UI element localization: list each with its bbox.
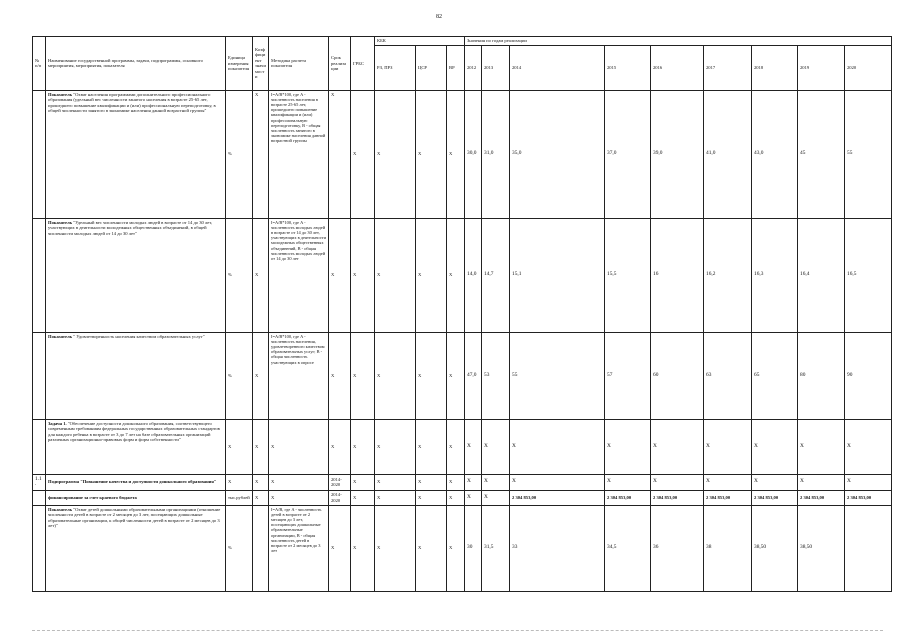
row-value: X	[510, 474, 605, 490]
row-value: 39,0	[651, 90, 704, 218]
row-csr: X	[416, 332, 447, 419]
row-value: X	[465, 474, 482, 490]
row-unit: X	[226, 474, 253, 490]
header-year: 2015	[605, 45, 651, 90]
row-value: 2 304 853,00	[510, 490, 605, 505]
row-unit: %	[226, 505, 253, 591]
row-num: 1.1.	[33, 474, 46, 490]
row-value: 31,0	[482, 90, 510, 218]
header-year: 2012	[465, 45, 482, 90]
row-num	[33, 490, 46, 505]
row-name	[46, 218, 226, 332]
row-coef	[253, 505, 269, 591]
row-num	[33, 419, 46, 474]
row-value: 33	[510, 505, 605, 591]
row-value: 14,7	[482, 218, 510, 332]
row-value: 57	[605, 332, 651, 419]
row-value: 30,0	[465, 90, 482, 218]
row-rz: X	[375, 474, 416, 490]
row-vr: X	[447, 490, 465, 505]
row-value: 15,5	[605, 218, 651, 332]
row-value: 63	[704, 332, 752, 419]
row-grbs: X	[351, 490, 375, 505]
row-value: X	[845, 474, 892, 490]
row-value: 90	[845, 332, 892, 419]
row-name-label: Показатель	[48, 91, 73, 97]
table-row	[33, 332, 892, 419]
table-row	[33, 419, 892, 474]
header-year: 2019	[798, 45, 845, 90]
header-coef: Коэффициент значимости	[253, 37, 269, 91]
row-name-label: Показатель	[48, 506, 73, 512]
row-num	[33, 505, 46, 591]
row-name-text: "Удельный вес численности молодых людей в возрасте от 14 до 30 лет, участвующих в деятельности молодежных общественных объединений, в общей численности молодых людей от 14 до 30 лет"	[48, 219, 213, 236]
header-vr: ВР	[447, 45, 465, 90]
row-value: X	[845, 419, 892, 474]
row-value: 2 304 853,00	[704, 490, 752, 505]
row-coef: X	[253, 490, 269, 505]
table-row	[33, 474, 892, 490]
row-vr: X	[447, 474, 465, 490]
row-term: X	[329, 90, 351, 218]
row-name	[46, 419, 226, 474]
row-grbs: X	[351, 419, 375, 474]
table-row	[33, 490, 892, 505]
row-value: 38	[704, 505, 752, 591]
row-value	[845, 505, 892, 591]
row-grbs: X	[351, 332, 375, 419]
row-grbs: X	[351, 505, 375, 591]
row-vr: X	[447, 90, 465, 218]
row-value: 47,0	[465, 332, 482, 419]
row-name	[46, 332, 226, 419]
row-value: 55	[845, 90, 892, 218]
row-coef: X	[253, 419, 269, 474]
header-values-group: Значения по годам реализации	[465, 37, 892, 46]
row-name-text: "Охват населения программами дополнительного профессионального образования (удельный вес численности занятого населения в возрасте 25-65 лет, прошедшего повышение квалификации и (или) профессиональную переподготовку, в общей численности занятого в экономике населения данной возрастной группы"	[48, 91, 216, 114]
row-value: X	[752, 419, 798, 474]
program-indicators-table	[32, 36, 892, 592]
row-rz: X	[375, 505, 416, 591]
row-value: X	[482, 419, 510, 474]
header-year: 2017	[704, 45, 752, 90]
row-rz: X	[375, 218, 416, 332]
row-coef: X	[253, 474, 269, 490]
row-value: 37,0	[605, 90, 651, 218]
header-method: Методика расчета показателя	[269, 37, 329, 91]
row-method: I=A/B*100, где A - численность молодых людей в возрасте от 14 до 30 лет, участвующих в деятельности молодежных общественных объединений, B - общая численность молодых людей от 14 до 30 лет	[269, 218, 329, 332]
row-name-label: финансирование за счет краевого бюджета	[48, 494, 137, 500]
row-csr: X	[416, 490, 447, 505]
row-name-text: " Удовлетворенность населения качеством образовательных услуг"	[73, 333, 205, 339]
row-value: X	[651, 474, 704, 490]
row-value: 43,0	[752, 90, 798, 218]
row-value: 2 304 853,00	[798, 490, 845, 505]
row-value: X	[482, 474, 510, 490]
row-value: 60	[651, 332, 704, 419]
header-year: 2013	[482, 45, 510, 90]
row-unit: %	[226, 332, 253, 419]
row-value: 55	[510, 332, 605, 419]
row-name-label: Задача 1.	[48, 420, 67, 426]
row-csr: X	[416, 419, 447, 474]
row-rz: X	[375, 332, 416, 419]
row-value: 35,0	[510, 90, 605, 218]
row-grbs: X	[351, 474, 375, 490]
row-value: X	[605, 474, 651, 490]
row-name	[46, 90, 226, 218]
row-rz: X	[375, 419, 416, 474]
row-csr: X	[416, 474, 447, 490]
row-value: 38,50	[752, 505, 798, 591]
row-value: 34,5	[605, 505, 651, 591]
row-method: X	[269, 490, 329, 505]
header-term: Срок реализации	[329, 37, 351, 91]
header-name: Наименование государственной программы, задачи, подпрограммы, основного мероприятия, мероприятия, показателя	[46, 37, 226, 91]
row-value: 80	[798, 332, 845, 419]
row-term: X	[329, 332, 351, 419]
row-value: 14,0	[465, 218, 482, 332]
row-value: 16,4	[798, 218, 845, 332]
row-coef: X	[253, 218, 269, 332]
row-value: 36	[651, 505, 704, 591]
header-csr: ЦСР	[416, 45, 447, 90]
row-value: X	[510, 419, 605, 474]
row-vr: X	[447, 505, 465, 591]
table-row	[33, 505, 892, 591]
header-rz: РЗ, ПРЗ	[375, 45, 416, 90]
row-vr: X	[447, 419, 465, 474]
row-value: 38,50	[798, 505, 845, 591]
row-value: X	[651, 419, 704, 474]
row-term: X	[329, 419, 351, 474]
row-num	[33, 90, 46, 218]
header-num: № п/п	[33, 37, 46, 91]
row-unit: %	[226, 218, 253, 332]
row-value: 41,0	[704, 90, 752, 218]
row-value: 2 304 853,00	[605, 490, 651, 505]
row-method: X	[269, 474, 329, 490]
row-vr: X	[447, 218, 465, 332]
row-csr: X	[416, 505, 447, 591]
header-year: 2020	[845, 45, 892, 90]
row-csr: X	[416, 218, 447, 332]
row-value: 53	[482, 332, 510, 419]
row-unit: %	[226, 90, 253, 218]
row-value: 16	[651, 218, 704, 332]
row-value: 2 304 853,00	[752, 490, 798, 505]
header-grbs: ГРБС	[351, 37, 375, 91]
row-value: 45	[798, 90, 845, 218]
row-value: 16,2	[704, 218, 752, 332]
row-value: 65	[752, 332, 798, 419]
row-name-text: "Обеспечение доступности дошкольного образования, соответствующего современным требованиям федеральных государственных образовательных стандартов для каждого ребенка в возрасте от 3 до 7 лет на базе образовательных организаций различных организационно-правовых форм и форм собственности"	[48, 420, 220, 443]
row-term: 2014-2020	[329, 490, 351, 505]
scan-edge	[32, 630, 883, 632]
row-value: X	[798, 474, 845, 490]
row-coef: X	[253, 332, 269, 419]
row-vr: X	[447, 332, 465, 419]
table-row	[33, 218, 892, 332]
page-number: 82	[436, 14, 442, 20]
row-num	[33, 218, 46, 332]
row-name-label: Подпрограмма	[48, 479, 80, 485]
row-name	[46, 490, 226, 505]
row-grbs: X	[351, 90, 375, 218]
header-kbk: КБК	[375, 37, 465, 46]
row-method: I=A/B*100, где A - численность населения в возрасте 25-65 лет, прошедшего повышение квалификации и (или) профессиональную переподготовку, B - общая численность занятого в экономике населения данной возрастной группы	[269, 90, 329, 218]
row-name-label: Показатель	[48, 219, 73, 225]
row-name-text: "Повышение качества и доступности дошкольного образования"	[80, 479, 217, 485]
row-value: 16,3	[752, 218, 798, 332]
row-value: X	[482, 490, 510, 505]
header-unit: Единица измерения показателя	[226, 37, 253, 91]
row-value: X	[605, 419, 651, 474]
row-value: 2 304 853,00	[845, 490, 892, 505]
row-value: 2 304 853,00	[651, 490, 704, 505]
row-value: X	[704, 419, 752, 474]
table-row	[33, 90, 892, 218]
header-year: 2016	[651, 45, 704, 90]
row-method: I=A/B*100, где A - численность населения, удовлетворенного качеством образовательных услуг; B - общая численность участвующих в опросе	[269, 332, 329, 419]
header-year: 2014	[510, 45, 605, 90]
row-csr: X	[416, 90, 447, 218]
row-rz: X	[375, 490, 416, 505]
row-method: I=A/B, где A - численность детей в возрасте от 2 месяцев до 3 лет, посещающих дошкольные образовательные организации, B - общая численность детей в возрасте от 2 месяцев до 3 лет	[269, 505, 329, 591]
row-unit: тыс.рублей	[226, 490, 253, 505]
row-method: X	[269, 419, 329, 474]
row-name	[46, 505, 226, 591]
row-term: 2014-2020	[329, 474, 351, 490]
row-name	[46, 474, 226, 490]
row-value: X	[465, 490, 482, 505]
row-grbs: X	[351, 218, 375, 332]
row-term: X	[329, 218, 351, 332]
row-value: 31,5	[482, 505, 510, 591]
row-value: X	[465, 419, 482, 474]
row-name-label: Показатель	[48, 333, 73, 339]
row-value: 15,1	[510, 218, 605, 332]
row-rz: X	[375, 90, 416, 218]
row-value: 30	[465, 505, 482, 591]
header-year: 2018	[752, 45, 798, 90]
row-value: 16,5	[845, 218, 892, 332]
row-value: X	[798, 419, 845, 474]
row-name-text: "Охват детей дошкольными образовательными организациями (отношение численности детей в возрасте от 2 месяцев до 3 лет, посещающих дошкольные образовательные организации, к общей численности детей в возрасте от 2 месяцев до 3 лет)"	[48, 506, 221, 529]
row-value: X	[704, 474, 752, 490]
row-value: X	[752, 474, 798, 490]
row-term: X	[329, 505, 351, 591]
row-unit: X	[226, 419, 253, 474]
row-num	[33, 332, 46, 419]
row-coef: X	[253, 90, 269, 218]
